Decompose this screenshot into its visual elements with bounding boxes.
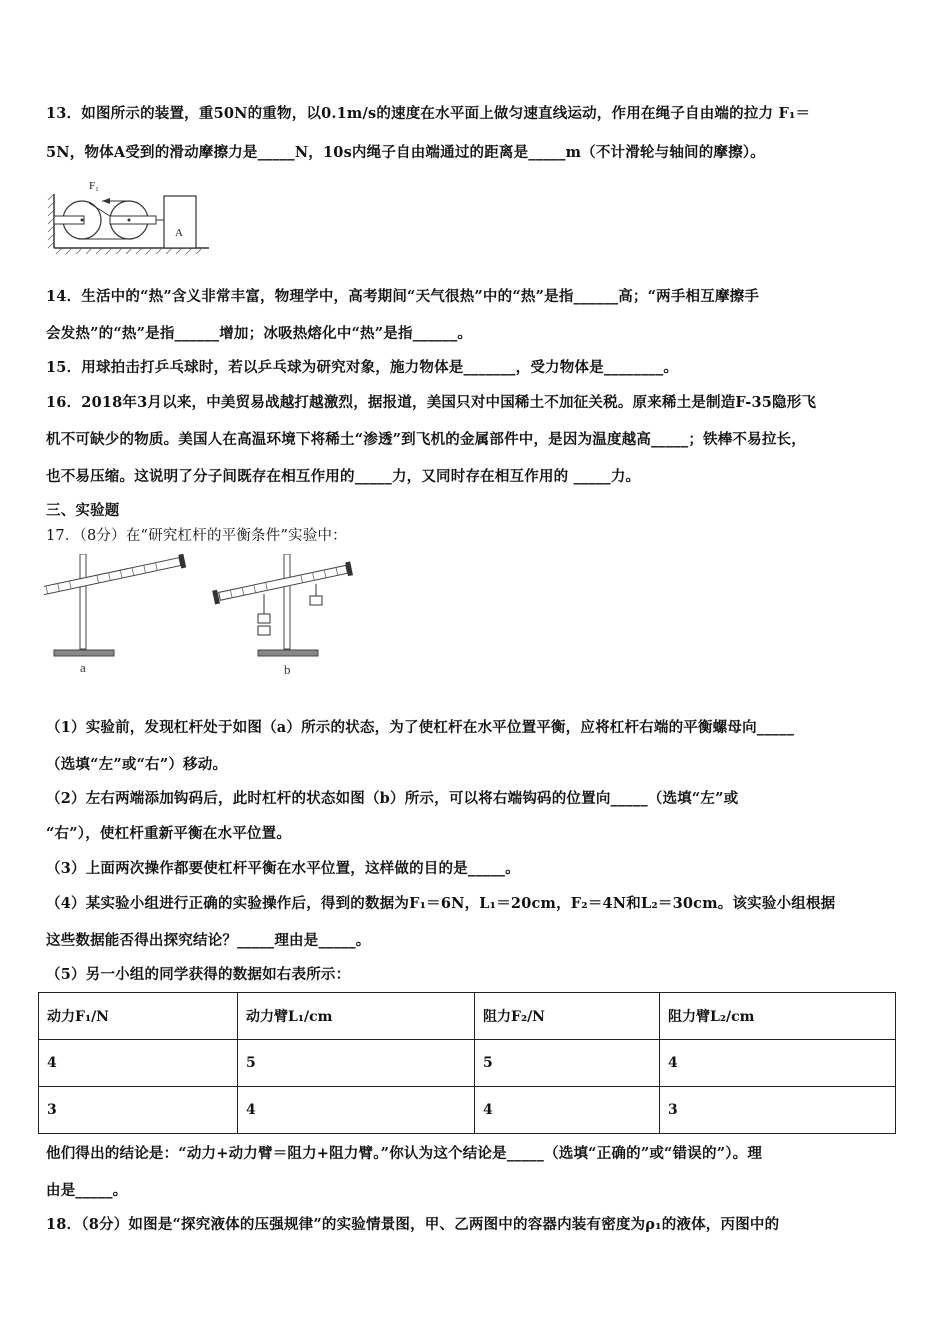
- block-a-label: A: [175, 227, 183, 239]
- table-cell: 4: [238, 1087, 475, 1134]
- lever-figure-b: [212, 554, 353, 677]
- q17-part2-line2: “右”），使杠杆重新平衡在水平位置。: [46, 825, 292, 842]
- q16-text-line1: 16．2018年3月以来，中美贸易战越打越激烈，据报道，美国只对中国稀土不加征关税。原来稀土是制造F-35隐形飞: [46, 394, 817, 411]
- block-a: [164, 196, 196, 248]
- table-header-cell: 阻力臂L₂/cm: [660, 993, 896, 1040]
- q13-text-line2: 5N，物体A受到的滑动摩擦力是_____N，10s内绳子自由端通过的距离是_____m（不计滑轮与轴间的摩擦）。: [46, 144, 765, 161]
- q17-part5-line3: 由是_____。: [46, 1182, 128, 1199]
- table-header-cell: 阻力F₂/N: [475, 993, 660, 1040]
- q18-text-line1: 18．（8分）如图是“探究液体的压强规律”的实验情景图，甲、乙两图中的容器内装有密度为ρ₁的液体，丙图中的: [46, 1216, 780, 1233]
- q17-part5-line1: （5）另一小组的同学获得的数据如右表所示：: [46, 966, 351, 983]
- arrow-left-icon: [102, 198, 110, 204]
- q17-part3: （3）上面两次操作都要使杠杆平衡在水平位置，这样做的目的是_____。: [46, 860, 520, 877]
- section-title: 三、实验题: [46, 502, 120, 519]
- table-header-row: [39, 993, 896, 1040]
- table-cell: 5: [238, 1040, 475, 1087]
- q15-text: 15．用球拍击打乒乓球时，若以乒乓球为研究对象，施力物体是_______，受力物体是________。: [46, 359, 679, 376]
- q17-part1-line1: （1）实验前，发现杠杆处于如图（a）所示的状态，为了使杠杆在水平位置平衡，应将杠杆右端的平衡螺母向_____: [46, 719, 795, 736]
- table-row: [39, 1087, 896, 1134]
- table-row: [39, 1040, 896, 1087]
- lever-figure-a: [44, 554, 186, 675]
- lever-diagram: [44, 554, 364, 684]
- lever-data-table: [38, 992, 896, 1134]
- q17-part2-line1: （2）左右两端添加钩码后，此时杠杆的状态如图（b）所示，可以将右端钩码的位置向_____（选填“左”或: [46, 790, 739, 807]
- table-cell: 4: [475, 1087, 660, 1134]
- q16-text-line3: 也不易压缩。这说明了分子间既存在相互作用的_____力，又同时存在相互作用的 _____力。: [46, 468, 641, 485]
- q17-title: 17．（8分）在“研究杠杆的平衡条件”实验中：: [46, 528, 347, 544]
- figure-a-label: a: [80, 660, 86, 675]
- table-cell: 3: [39, 1087, 238, 1134]
- q17-part4-line2: 这些数据能否得出探究结论？_____理由是_____。: [46, 932, 371, 949]
- table-cell: 4: [39, 1040, 238, 1087]
- figure-b-label: b: [284, 662, 291, 677]
- q17-part1-line2: （选填“左”或“右”）移动。: [46, 756, 228, 773]
- pulley-diagram: [44, 172, 214, 260]
- table-cell: 5: [475, 1040, 660, 1087]
- q13-text-line1: 13．如图所示的装置，重50N的重物，以0.1m/s的速度在水平面上做匀速直线运动，作用在绳子自由端的拉力 F₁＝: [46, 105, 811, 122]
- table-cell: 3: [660, 1087, 896, 1134]
- table-header-cell: 动力F₁/N: [39, 993, 238, 1040]
- table-cell: 4: [660, 1040, 896, 1087]
- q14-text-line2: 会发热”的“热”是指______增加；冰吸热熔化中“热”是指______。: [46, 325, 473, 342]
- q14-text-line1: 14．生活中的“热”含义非常丰富，物理学中，高考期间“天气很热”中的“热”是指______高；“两手相互摩擦手: [46, 288, 760, 305]
- q17-part5-line2: 他们得出的结论是：“动力+动力臂＝阻力+阻力臂。”你认为这个结论是_____（选填“正确的”或“错误的”）。理: [46, 1145, 763, 1162]
- q16-text-line2: 机不可缺少的物质。美国人在高温环境下将稀土“渗透”到飞机的金属部件中，是因为温度越高_____；铁棒不易拉长，: [46, 431, 806, 448]
- q17-part4-line1: （4）某实验小组进行正确的实验操作后，得到的数据为F₁＝6N，L₁＝20cm，F₂＝4N和L₂＝30cm。该实验小组根据: [46, 895, 836, 912]
- table-header-cell: 动力臂L₁/cm: [238, 993, 475, 1040]
- force-label: F₁: [89, 180, 99, 192]
